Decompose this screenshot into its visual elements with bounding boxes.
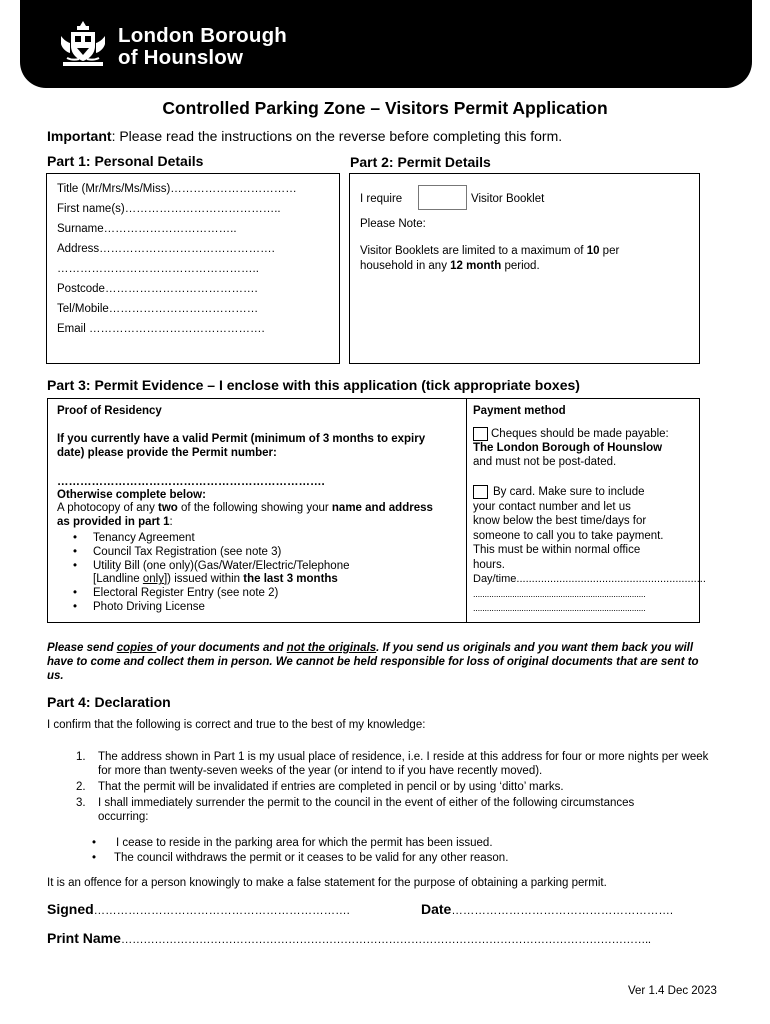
require-label: I require	[360, 193, 403, 205]
offence-text: It is an offence for a person knowingly to make a false statement for the purpose of obtaining a parking permit.	[47, 877, 607, 889]
photocopy-2: of the following showing your	[177, 502, 332, 514]
list-item	[57, 546, 457, 560]
list-item	[76, 836, 676, 851]
doc-utility: Utility Bill (one only)(Gas/Water/Electric/Telephone	[93, 559, 350, 572]
decl-number-1: 1.	[76, 751, 86, 763]
residency-heading: Proof of Residency	[57, 405, 162, 417]
photocopy-1: A photocopy of any	[57, 502, 159, 514]
daytime-line-2[interactable]: ...........................................................................	[473, 588, 646, 599]
utility-only: only	[142, 573, 164, 586]
list-item	[76, 780, 716, 794]
photocopy-two: two	[158, 502, 178, 514]
intro-bold: Important	[47, 128, 112, 144]
notice-2: of your documents and	[156, 642, 287, 654]
list-item	[76, 851, 676, 866]
date-field[interactable]: ………………………………………………….	[451, 905, 674, 917]
signed-label: Signed	[47, 901, 94, 917]
decl-number-3: 3.	[76, 797, 86, 809]
print-name-label: Print Name	[47, 930, 121, 946]
part1-heading: Part 1: Personal Details	[47, 153, 204, 169]
utility-bold: the last 3 months	[243, 573, 338, 586]
limit-period: 12 month	[450, 260, 502, 272]
circumstances-list	[76, 836, 676, 866]
list-item	[76, 796, 638, 824]
date-row	[421, 901, 673, 917]
cheque-2: and must not be post-dated.	[473, 456, 617, 468]
page-title: Controlled Parking Zone – Visitors Permit Application	[162, 98, 608, 118]
part3-divider	[466, 399, 467, 622]
booklet-quantity-input[interactable]	[418, 185, 467, 210]
list-item	[57, 560, 457, 588]
cheque-payee: The London Borough of Hounslow	[473, 442, 663, 454]
decl-item-3: I shall immediately surrender the permit to the council in the event of either of the following circumstances occurring:	[98, 797, 635, 823]
photocopy-instruction	[57, 502, 437, 529]
decl-number-2: 2.	[76, 781, 86, 793]
signed-row	[47, 901, 350, 917]
card-4: someone to call you to take payment.	[473, 529, 664, 542]
valid-permit-text: If you currently have a valid Permit (minimum of 3 months to expiry date) please provide the Permit number:	[57, 433, 426, 459]
list-item	[57, 601, 457, 615]
title-field[interactable]: Title (Mr/Mrs/Ms/Miss)……………………………	[57, 183, 297, 195]
photocopy-3: :	[169, 515, 173, 528]
card-3: know below the best time/days for	[473, 515, 647, 527]
card-2: your contact number and let us	[473, 500, 631, 513]
limit-text-4: period.	[501, 260, 540, 272]
version-label: Ver 1.4 Dec 2023	[628, 985, 717, 997]
print-name-row	[47, 930, 651, 946]
cheque-1: Cheques should be made payable:	[491, 428, 669, 440]
daytime-line-3[interactable]: ...........................................................................	[473, 603, 646, 613]
notice-copies: copies	[116, 642, 157, 654]
list-item	[57, 587, 457, 601]
originals-notice	[47, 641, 707, 683]
part1-box	[46, 173, 340, 364]
otherwise-label: Otherwise complete below:	[57, 489, 206, 501]
intro-rest: : Please read the instructions on the reverse before completing this form.	[111, 128, 563, 144]
part3-box	[47, 398, 706, 623]
intro-text	[47, 128, 562, 144]
utility-cont-2: ]) issued within	[163, 573, 244, 586]
list-item	[76, 750, 716, 778]
limit-text-3: household in any	[360, 260, 451, 272]
notice-3: . If you send us originals and you want them back you will have to come and collect them in person. We cannot be held responsible for loss of original documents that are sent to us.	[47, 642, 699, 682]
declaration-list	[76, 750, 716, 824]
card-5: This must be within normal office	[473, 544, 641, 556]
doc-council-tax: Council Tax Registration (see note 3)	[93, 545, 282, 558]
notice-1: Please send	[47, 642, 117, 654]
notice-not-originals: not the originals	[286, 642, 377, 654]
limit-text-2: per	[599, 245, 620, 257]
sub-item-1: I cease to reside in the parking area for which the permit has been issued.	[116, 837, 493, 849]
signed-field[interactable]: ………………………………………………………….	[93, 905, 350, 917]
decl-item-1: The address shown in Part 1 is my usual place of residence, i.e. I reside at this address for four or more nights per week for more than twenty-seven weeks of the year (or intend to if you have recently moved).	[98, 751, 709, 777]
part4-heading: Part 4: Declaration	[47, 694, 171, 710]
print-name-field[interactable]: ……………………………………………………………………………………………………………………………..	[120, 934, 651, 946]
documents-list	[57, 532, 457, 615]
confirm-text: I confirm that the following is correct and true to the best of my knowledge:	[47, 719, 426, 731]
date-label: Date	[421, 901, 452, 917]
limit-num: 10	[586, 245, 600, 257]
brand-line-2: of Hounslow	[118, 46, 244, 69]
doc-driving-license: Photo Driving License	[93, 600, 205, 613]
doc-electoral: Electoral Register Entry (see note 2)	[93, 587, 279, 600]
note-label: Please Note:	[360, 218, 426, 230]
brand-line-1: London Borough	[118, 24, 288, 47]
card-1: By card. Make sure to include	[493, 486, 645, 498]
postcode-field[interactable]: Postcode………………………………….	[57, 283, 258, 295]
booklet-label: Visitor Booklet	[471, 193, 545, 205]
part3-heading: Part 3: Permit Evidence – I enclose with this application (tick appropriate boxes)	[47, 377, 580, 393]
doc-tenancy: Tenancy Agreement	[93, 532, 195, 544]
daytime-field[interactable]: Day/time..............................................................	[473, 573, 706, 585]
card-6: hours.	[473, 558, 505, 571]
bullet-icon: •	[92, 837, 97, 849]
surname-field[interactable]: Surname……………………………..	[57, 223, 237, 235]
part2-box	[349, 173, 700, 364]
photocopy-name: name and address as provided in part 1	[57, 502, 433, 528]
part2-heading: Part 2: Permit Details	[350, 154, 491, 170]
borough-crest-icon	[57, 18, 109, 72]
first-name-field[interactable]: First name(s)…………………………………..	[57, 203, 281, 215]
cheque-text	[473, 427, 699, 469]
permit-number-field[interactable]: …………………………………………………………….	[57, 476, 325, 488]
sub-item-2: The council withdraws the permit or it ceases to be valid for any other reason.	[114, 852, 509, 864]
email-field[interactable]: Email ……………………………………….	[57, 323, 265, 335]
tel-mobile-field[interactable]: Tel/Mobile…………………………………	[57, 303, 259, 315]
decl-item-2: That the permit will be invalidated if entries are completed in pencil or by using ‘ditto’ marks.	[98, 781, 564, 793]
address-line2-field[interactable]: ……………………………………………..	[57, 263, 259, 275]
utility-cont-1: [Landline	[93, 573, 143, 586]
list-item	[57, 532, 457, 546]
limit-text-1: Visitor Booklets are limited to a maximum of	[360, 245, 587, 257]
bullet-icon: •	[92, 852, 97, 864]
payment-heading: Payment method	[473, 405, 566, 417]
booklet-limit-text	[360, 244, 619, 274]
card-text	[473, 485, 706, 616]
address-field[interactable]: Address……………………………………….	[57, 243, 275, 255]
